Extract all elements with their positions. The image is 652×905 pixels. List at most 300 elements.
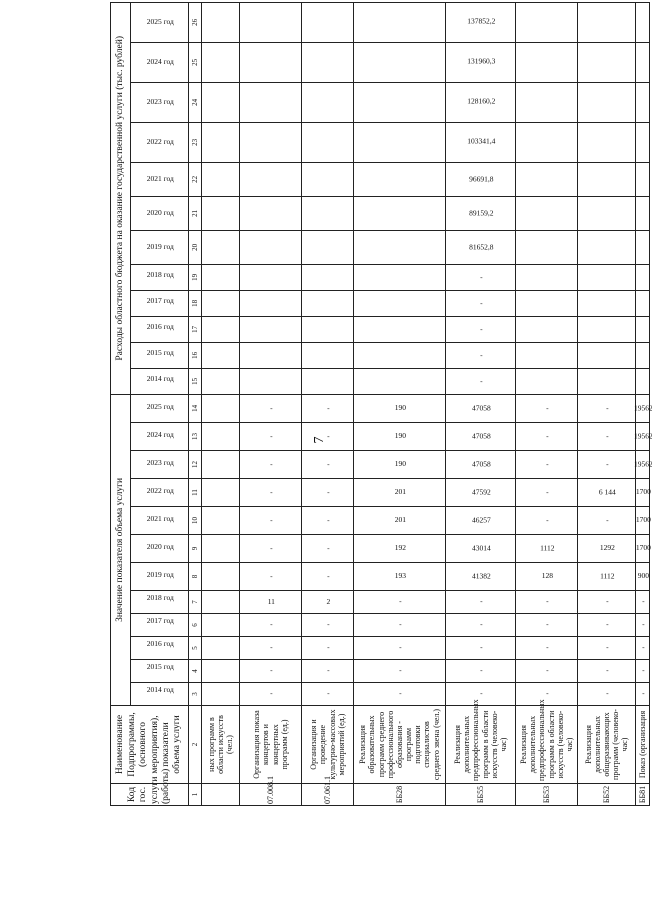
- expense-value: [516, 122, 578, 162]
- expense-year-label: 2014 год: [146, 373, 174, 383]
- indicator-value-text: -: [605, 688, 609, 698]
- indicator-value: [446, 535, 516, 563]
- expense-value: [302, 2, 354, 42]
- indicator-value: [636, 614, 650, 637]
- expense-value: [636, 316, 650, 342]
- indicator-value: [446, 683, 516, 706]
- expense-value: [578, 290, 636, 316]
- indicator-year-label: 2019 год: [146, 570, 174, 580]
- indicator-value: [516, 507, 578, 535]
- expense-value: [302, 196, 354, 230]
- indicator-value: [516, 423, 578, 451]
- indicator-year-header: [131, 394, 189, 422]
- indicator-value: [354, 683, 446, 706]
- indicator-value-text: -: [479, 688, 483, 698]
- expense-value: [354, 264, 446, 290]
- expense-value: [516, 368, 578, 394]
- service-code: 07.061.1: [302, 784, 354, 806]
- expense-year-label: 2021 год: [146, 174, 174, 184]
- indicator-value-text: -: [479, 619, 483, 629]
- indicator-value-text: 19562: [633, 459, 652, 469]
- column-number: 24: [189, 82, 202, 122]
- name-column-header: Наименование Подпрограммы, (основного мероприятия), показатели объема услуги: [111, 706, 189, 784]
- expense-year-header: [131, 230, 189, 264]
- expense-value: [578, 368, 636, 394]
- expense-value-text: 103341,4: [466, 137, 496, 147]
- indicator-value: [240, 423, 302, 451]
- column-number: 3: [189, 683, 202, 706]
- indicator-value-text: -: [398, 619, 402, 629]
- expense-value: [446, 290, 516, 316]
- indicator-value-text: -: [605, 459, 609, 469]
- expense-year-label: 2019 год: [146, 242, 174, 252]
- indicator-value: [240, 535, 302, 563]
- indicator-value-text: -: [326, 571, 330, 581]
- indicator-value: [446, 563, 516, 591]
- service-name: Реализация образовательных программ среднего профессионального образования - программ подготовки специалистов среднего звена (чел.): [354, 706, 446, 784]
- indicator-value-text: 201: [394, 515, 406, 525]
- indicator-value: [578, 451, 636, 479]
- expense-value: [516, 2, 578, 42]
- expense-year-header: [131, 342, 189, 368]
- indicator-year-header: [131, 507, 189, 535]
- indicator-value: [578, 423, 636, 451]
- expense-value: [446, 230, 516, 264]
- expense-year-label: 2016 год: [146, 321, 174, 331]
- indicator-value: [302, 637, 354, 660]
- indicator-value-text: 47058: [471, 431, 491, 441]
- indicator-value: [202, 563, 240, 591]
- indicator-value-text: -: [326, 431, 330, 441]
- expense-value: [354, 196, 446, 230]
- indicator-value: [636, 563, 650, 591]
- expense-value: [202, 42, 240, 82]
- expense-value: [578, 264, 636, 290]
- indicator-year-label: 2016 год: [146, 639, 174, 649]
- indicator-value: [516, 637, 578, 660]
- indicator-year-label: 2023 год: [146, 458, 174, 468]
- column-number: 1: [189, 784, 202, 806]
- expense-value: [636, 2, 650, 42]
- expense-value-text: 81652,8: [468, 242, 494, 252]
- indicator-value: [578, 394, 636, 422]
- expense-value: [354, 342, 446, 368]
- indicator-value-text: 47592: [471, 487, 491, 497]
- indicator-value: [516, 451, 578, 479]
- service-code: ББ28: [354, 784, 446, 806]
- indicator-value-text: 900: [637, 571, 649, 581]
- indicator-year-header: [131, 451, 189, 479]
- indicator-value: [446, 614, 516, 637]
- expense-value: [240, 2, 302, 42]
- expense-value: [636, 82, 650, 122]
- budget-table: [110, 2, 650, 806]
- column-number: 2: [189, 706, 202, 784]
- indicator-value: [240, 394, 302, 422]
- expense-value: [446, 2, 516, 42]
- indicator-value-text: -: [605, 403, 609, 413]
- expense-value: [302, 368, 354, 394]
- expense-value: [446, 82, 516, 122]
- expense-value: [578, 82, 636, 122]
- indicator-year-header: [131, 535, 189, 563]
- indicator-value-text: -: [398, 688, 402, 698]
- column-number: 14: [189, 394, 202, 422]
- expense-value: [302, 162, 354, 196]
- expense-value: [354, 82, 446, 122]
- indicator-value: [354, 637, 446, 660]
- indicator-value-text: 1700: [635, 543, 651, 553]
- expense-year-header: [131, 162, 189, 196]
- expense-value: [516, 290, 578, 316]
- indicator-value: [240, 451, 302, 479]
- indicator-value: [302, 660, 354, 683]
- expense-value: [636, 196, 650, 230]
- expense-value: [202, 316, 240, 342]
- indicator-value: [354, 535, 446, 563]
- indicator-value: [354, 591, 446, 614]
- expense-value-text: -: [479, 298, 483, 308]
- indicator-value: [446, 479, 516, 507]
- page-number: 7: [312, 436, 327, 444]
- expense-value: [202, 82, 240, 122]
- service-name: Реализация дополнительных предпрофессиональных программ в области искусств (человеко-час): [516, 706, 578, 784]
- indicator-value-text: 47058: [471, 459, 491, 469]
- expense-value: [578, 196, 636, 230]
- expense-value-text: 137852,2: [466, 17, 496, 26]
- expense-value: [446, 368, 516, 394]
- indicator-value-text: -: [326, 403, 330, 413]
- indicator-value-text: -: [398, 596, 402, 606]
- indicator-value: [516, 394, 578, 422]
- indicator-value-text: -: [605, 515, 609, 525]
- indicator-value-text: -: [269, 571, 273, 581]
- indicator-value: [302, 394, 354, 422]
- column-number: 25: [189, 42, 202, 82]
- indicator-value: [633, 451, 652, 479]
- indicator-value: [516, 614, 578, 637]
- table-row: [240, 2, 302, 805]
- indicator-value-text: 1112: [539, 543, 555, 553]
- indicator-value-text: 190: [394, 431, 406, 441]
- expense-value: [202, 342, 240, 368]
- indicator-year-label: 2018 год: [146, 593, 174, 603]
- expense-value: [240, 368, 302, 394]
- service-code: ББ81: [636, 784, 650, 806]
- indicator-value: [446, 591, 516, 614]
- indicator-value-text: -: [269, 515, 273, 525]
- indicator-value: [446, 507, 516, 535]
- indicator-value: [302, 507, 354, 535]
- expense-value: [636, 342, 650, 368]
- expense-value: [240, 290, 302, 316]
- service-code: ББ52: [578, 784, 636, 806]
- indicator-value-text: -: [545, 487, 549, 497]
- indicator-value-text: 1700: [635, 515, 651, 525]
- expense-value: [446, 342, 516, 368]
- expense-value-text: 96691,8: [468, 174, 494, 184]
- table-row: [446, 2, 516, 805]
- indicator-value-text: -: [605, 642, 609, 652]
- expense-value: [240, 230, 302, 264]
- indicator-value-text: -: [605, 619, 609, 629]
- column-number: 10: [189, 507, 202, 535]
- indicator-value: [578, 637, 636, 660]
- indicator-value-text: -: [326, 515, 330, 525]
- indicator-value: [240, 591, 302, 614]
- column-number: 12: [189, 451, 202, 479]
- table-row: [354, 2, 446, 805]
- expense-year-header: [131, 2, 189, 42]
- indicator-value: [302, 563, 354, 591]
- indicator-year-header: [131, 423, 189, 451]
- indicator-value-text: 19562: [633, 403, 652, 413]
- indicator-value: [578, 507, 636, 535]
- indicator-value: [240, 507, 302, 535]
- expense-value: [240, 264, 302, 290]
- table-row: [202, 2, 240, 805]
- table-row: [516, 2, 578, 805]
- indicator-value-text: -: [545, 665, 549, 675]
- indicator-value: [302, 683, 354, 706]
- header-row-years: [131, 2, 189, 805]
- expense-value: [446, 316, 516, 342]
- indicator-value: [578, 563, 636, 591]
- indicator-value-text: -: [545, 596, 549, 606]
- expense-year-header: [131, 196, 189, 230]
- expense-year-label: 2020 год: [146, 208, 174, 218]
- indicator-value: [240, 614, 302, 637]
- indicator-value-text: -: [269, 403, 273, 413]
- indicator-value-text: -: [605, 665, 609, 675]
- expense-value: [202, 368, 240, 394]
- column-number: 5: [189, 637, 202, 660]
- expense-value-text: -: [479, 324, 483, 334]
- indicator-value-text: -: [641, 642, 645, 652]
- expense-value: [446, 42, 516, 82]
- indicator-value: [633, 394, 652, 422]
- expense-value: [578, 162, 636, 196]
- expense-year-header: [131, 316, 189, 342]
- expense-value: [302, 122, 354, 162]
- indicator-value: [354, 507, 446, 535]
- indicator-value-text: -: [269, 688, 273, 698]
- indicator-value: [202, 394, 240, 422]
- indicator-year-header: [131, 683, 189, 706]
- indicator-value: [516, 591, 578, 614]
- indicator-value: [578, 535, 636, 563]
- expense-value: [636, 162, 650, 196]
- expense-value: [636, 122, 650, 162]
- expense-value: [446, 162, 516, 196]
- expense-value: [516, 196, 578, 230]
- indicator-value: [202, 507, 240, 535]
- indicator-value: [202, 637, 240, 660]
- expense-value: [302, 342, 354, 368]
- indicator-value-text: -: [398, 642, 402, 652]
- indicator-value: [633, 423, 652, 451]
- expense-value: [354, 2, 446, 42]
- expense-value: [302, 316, 354, 342]
- indicator-value-text: -: [326, 642, 330, 652]
- expense-value: [202, 196, 240, 230]
- indicator-value: [516, 683, 578, 706]
- expense-value: [240, 196, 302, 230]
- table-row: [302, 2, 354, 805]
- indicator-value: [636, 683, 650, 706]
- indicator-value: [446, 451, 516, 479]
- indicator-value: [354, 614, 446, 637]
- indicator-year-label: 2021 год: [146, 514, 174, 524]
- indicator-value-text: -: [545, 619, 549, 629]
- expense-value: [302, 290, 354, 316]
- expense-value: [240, 42, 302, 82]
- indicator-value-text: -: [326, 665, 330, 675]
- expense-value: [578, 2, 636, 42]
- indicator-year-header: [131, 614, 189, 637]
- expense-value: [240, 82, 302, 122]
- indicator-value-text: 43014: [471, 543, 491, 553]
- expense-value: [202, 162, 240, 196]
- indicator-year-header: [131, 660, 189, 683]
- expense-year-header: [131, 368, 189, 394]
- indicator-value-text: 201: [394, 487, 406, 497]
- column-number: 18: [189, 290, 202, 316]
- indicator-value-text: 1112: [599, 571, 615, 581]
- indicator-value-text: -: [269, 665, 273, 675]
- indicator-value-text: -: [269, 619, 273, 629]
- header-row-groups: [111, 2, 131, 805]
- indicator-value: [446, 394, 516, 422]
- indicator-value: [636, 591, 650, 614]
- indicator-value: [240, 637, 302, 660]
- indicator-value-text: -: [326, 688, 330, 698]
- indicator-value: [202, 683, 240, 706]
- expense-value: [578, 230, 636, 264]
- indicator-year-label: 2014 год: [146, 685, 174, 695]
- indicator-value-text: -: [269, 459, 273, 469]
- indicator-value-text: -: [326, 487, 330, 497]
- expense-value: [516, 42, 578, 82]
- expense-value: [354, 230, 446, 264]
- indicator-value-text: 6 144: [598, 487, 616, 497]
- expense-value: [446, 264, 516, 290]
- indicator-value: [578, 479, 636, 507]
- header-row-column-numbers: [189, 2, 202, 805]
- expense-value-text: -: [479, 350, 483, 360]
- indicator-year-header: [131, 563, 189, 591]
- indicator-value-text: -: [605, 596, 609, 606]
- indicator-value: [578, 614, 636, 637]
- indicator-year-label: 2015 год: [146, 662, 174, 672]
- column-number: 23: [189, 122, 202, 162]
- indicator-year-label: 2022 год: [146, 486, 174, 496]
- expense-value: [354, 368, 446, 394]
- indicator-value: [354, 451, 446, 479]
- expense-value: [636, 264, 650, 290]
- expense-value-text: 131960,3: [466, 57, 496, 67]
- indicator-value: [516, 563, 578, 591]
- indicator-value-text: 41382: [471, 571, 491, 581]
- indicator-value-text: 190: [394, 403, 406, 413]
- indicator-value-text: -: [545, 403, 549, 413]
- indicator-year-header: [131, 591, 189, 614]
- expense-year-header: [131, 122, 189, 162]
- column-number: 8: [189, 563, 202, 591]
- indicator-value-text: 1700: [635, 487, 651, 497]
- indicator-year-header: [131, 637, 189, 660]
- indicator-value: [302, 479, 354, 507]
- column-number: 4: [189, 660, 202, 683]
- indicator-value-text: 19562: [633, 431, 652, 441]
- column-number: 17: [189, 316, 202, 342]
- indicator-value: [636, 535, 650, 563]
- service-name: ных программ в области искусств (чел.): [202, 706, 240, 784]
- expense-value-text: -: [479, 272, 483, 282]
- expense-value: [354, 42, 446, 82]
- indicator-value: [354, 563, 446, 591]
- column-number: 19: [189, 264, 202, 290]
- indicator-year-header: [131, 479, 189, 507]
- table-row: [578, 2, 636, 805]
- indicator-value: [446, 660, 516, 683]
- service-code: [202, 784, 240, 806]
- service-code: 07.008.1: [240, 784, 302, 806]
- indicator-value: [578, 660, 636, 683]
- expense-value: [354, 316, 446, 342]
- expense-value: [516, 162, 578, 196]
- expense-value-text: 89159,2: [468, 208, 494, 218]
- column-number: 26: [189, 2, 202, 42]
- indicator-value-text: -: [641, 619, 645, 629]
- indicator-value-text: -: [326, 459, 330, 469]
- expense-value: [202, 290, 240, 316]
- indicator-value: [446, 637, 516, 660]
- indicator-value: [240, 479, 302, 507]
- indicator-value-text: -: [641, 596, 645, 606]
- expense-value: [636, 290, 650, 316]
- indicator-value-text: -: [545, 459, 549, 469]
- indicator-year-label: 2017 год: [146, 616, 174, 626]
- indicator-value-text: -: [269, 543, 273, 553]
- expense-value: [516, 316, 578, 342]
- service-name: Показ (организация: [636, 706, 650, 784]
- expense-value: [578, 42, 636, 82]
- expense-value: [354, 122, 446, 162]
- expense-value: [516, 230, 578, 264]
- column-number: 6: [189, 614, 202, 637]
- indicator-value-text: -: [269, 487, 273, 497]
- indicator-value-text: 192: [394, 543, 406, 553]
- expense-year-header: [131, 264, 189, 290]
- service-name: Организация показа концертов и концертных программ (ед.): [240, 706, 302, 784]
- expense-value-text: -: [479, 376, 483, 386]
- indicator-value: [302, 614, 354, 637]
- budget-table-sheet: [110, 6, 652, 806]
- indicator-value: [302, 591, 354, 614]
- expense-value: [446, 196, 516, 230]
- expense-value: [240, 316, 302, 342]
- indicator-value: [202, 591, 240, 614]
- indicator-value-text: -: [545, 515, 549, 525]
- expense-value: [302, 230, 354, 264]
- indicator-value: [516, 479, 578, 507]
- indicator-value: [354, 660, 446, 683]
- expense-year-header: [131, 290, 189, 316]
- table-row: [636, 2, 650, 805]
- column-number: 21: [189, 196, 202, 230]
- indicator-value: [516, 660, 578, 683]
